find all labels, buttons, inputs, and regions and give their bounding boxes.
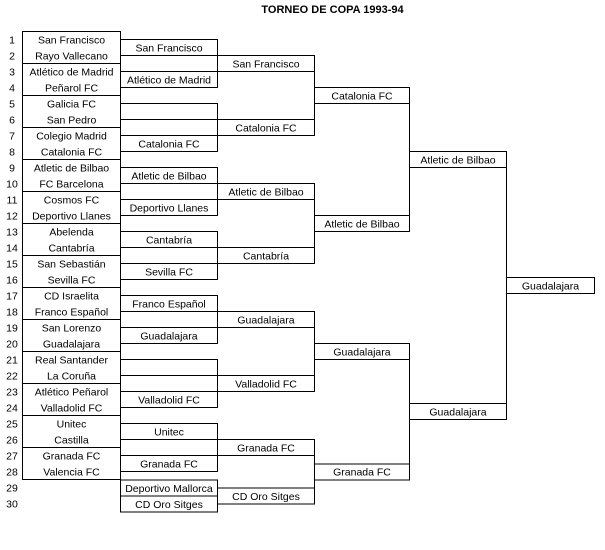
seed-team: Valladolid FC — [40, 402, 103, 415]
round2-team: Catalonia FC — [138, 138, 200, 151]
seed-team: FC Barcelona — [39, 178, 104, 191]
seed-number: 28 — [6, 466, 18, 479]
seed-number: 30 — [6, 498, 18, 511]
seed-team: Atletic de Bilbao — [33, 162, 110, 175]
seed-team: Granada FC — [42, 450, 101, 463]
round2-slot — [121, 104, 218, 120]
seed-number: 5 — [9, 98, 15, 111]
seed-team: San Francisco — [37, 34, 106, 47]
round2-team: Guadalajara — [140, 330, 198, 343]
round3-team: Cantabría — [242, 250, 290, 263]
seed-number: 13 — [6, 226, 18, 239]
seed-team: San Lorenzo — [41, 322, 102, 335]
seed-number: 22 — [6, 370, 18, 383]
seed-team: Rayo Vallecano — [35, 50, 108, 63]
seed-team: La Coruña — [46, 370, 97, 383]
seed-team: Deportivo Llanes — [32, 210, 111, 223]
round3-team: Catalonia FC — [235, 122, 297, 135]
seed-number: 17 — [6, 290, 18, 303]
seed-team: Galicia FC — [46, 98, 97, 111]
seed-team: San Sebastián — [37, 258, 106, 271]
round2-team: Cantabría — [145, 234, 193, 247]
round2-team: Atletic de Bilbao — [131, 170, 207, 183]
seed-number: 25 — [6, 418, 18, 431]
seed-number: 18 — [6, 306, 18, 319]
round5-team: Atletic de Bilbao — [420, 154, 496, 167]
round2-team: Atlético de Madrid — [126, 74, 212, 87]
seed-number: 8 — [9, 146, 15, 159]
round3-team: Atletic de Bilbao — [228, 186, 304, 199]
seed-number: 15 — [6, 258, 18, 271]
seed-team: San Pedro — [46, 114, 97, 127]
round2-team: San Francisco — [135, 42, 203, 55]
seed-number: 4 — [9, 82, 15, 95]
seed-number: 16 — [6, 274, 18, 287]
round2-slot — [121, 360, 218, 376]
round2-team: Deportivo Mallorca — [125, 482, 213, 495]
seed-team: Real Santander — [35, 354, 108, 367]
round4-team: Atletic de Bilbao — [324, 218, 400, 231]
round4-team: Catalonia FC — [331, 90, 393, 103]
round2-team: CD Oro Sitges — [135, 498, 203, 511]
seed-team: Unitec — [56, 418, 87, 431]
seed-team: Atlético de Madrid — [29, 66, 114, 79]
round2-team: Sevilla FC — [145, 266, 193, 279]
seed-number: 27 — [6, 450, 18, 463]
round5-team: Guadalajara — [429, 406, 487, 419]
seed-number: 11 — [6, 194, 18, 207]
seed-number: 10 — [6, 178, 18, 191]
round3-team: Guadalajara — [237, 314, 295, 327]
round3-team: CD Oro Sitges — [232, 490, 300, 503]
seed-team: Cantabría — [48, 242, 95, 255]
seed-team: Peñarol FC — [44, 82, 99, 95]
seed-number: 21 — [6, 354, 18, 367]
round3-team: Granada FC — [237, 442, 295, 455]
seed-team: Cosmos FC — [43, 194, 100, 207]
seed-number: 3 — [9, 66, 15, 79]
seed-number: 14 — [6, 242, 18, 255]
seed-number: 20 — [6, 338, 18, 351]
seed-team: Castilla — [54, 434, 89, 447]
seed-team: Franco Español — [34, 306, 109, 319]
round2-team: Deportivo Llanes — [129, 202, 209, 215]
seed-team: Guadalajara — [42, 338, 101, 351]
seed-team: Valencia FC — [43, 466, 100, 479]
page-title: TORNEO DE COPA 1993-94 — [261, 4, 404, 16]
champion-team: Guadalajara — [521, 280, 580, 293]
round4-team: Granada FC — [333, 466, 391, 479]
seed-number: 29 — [6, 482, 18, 495]
seed-team: Colegio Madrid — [36, 130, 107, 143]
seed-number: 1 — [9, 34, 15, 47]
seed-number: 2 — [9, 50, 15, 63]
seed-number: 26 — [6, 434, 18, 447]
seed-team: CD Israelita — [44, 290, 99, 303]
seed-number: 23 — [6, 386, 18, 399]
seed-number: 6 — [9, 114, 15, 127]
seed-team: Abelenda — [49, 226, 94, 239]
round4-team: Guadalajara — [333, 346, 391, 359]
round2-team: Granada FC — [140, 458, 198, 471]
round2-team: Valladolid FC — [138, 394, 200, 407]
round2-team: Franco Español — [132, 298, 206, 311]
seed-number: 19 — [6, 322, 18, 335]
seed-team: Atlético Peñarol — [34, 386, 109, 399]
round2-team: Unitec — [154, 426, 184, 439]
seed-team: Catalonia FC — [40, 146, 103, 159]
round3-team: Valladolid FC — [235, 378, 297, 391]
seed-team: Sevilla FC — [47, 274, 96, 287]
seed-number: 24 — [6, 402, 18, 415]
round3-team: San Francisco — [232, 58, 300, 71]
seed-number: 9 — [9, 162, 15, 175]
seed-number: 7 — [9, 130, 15, 143]
seed-number: 12 — [6, 210, 18, 223]
